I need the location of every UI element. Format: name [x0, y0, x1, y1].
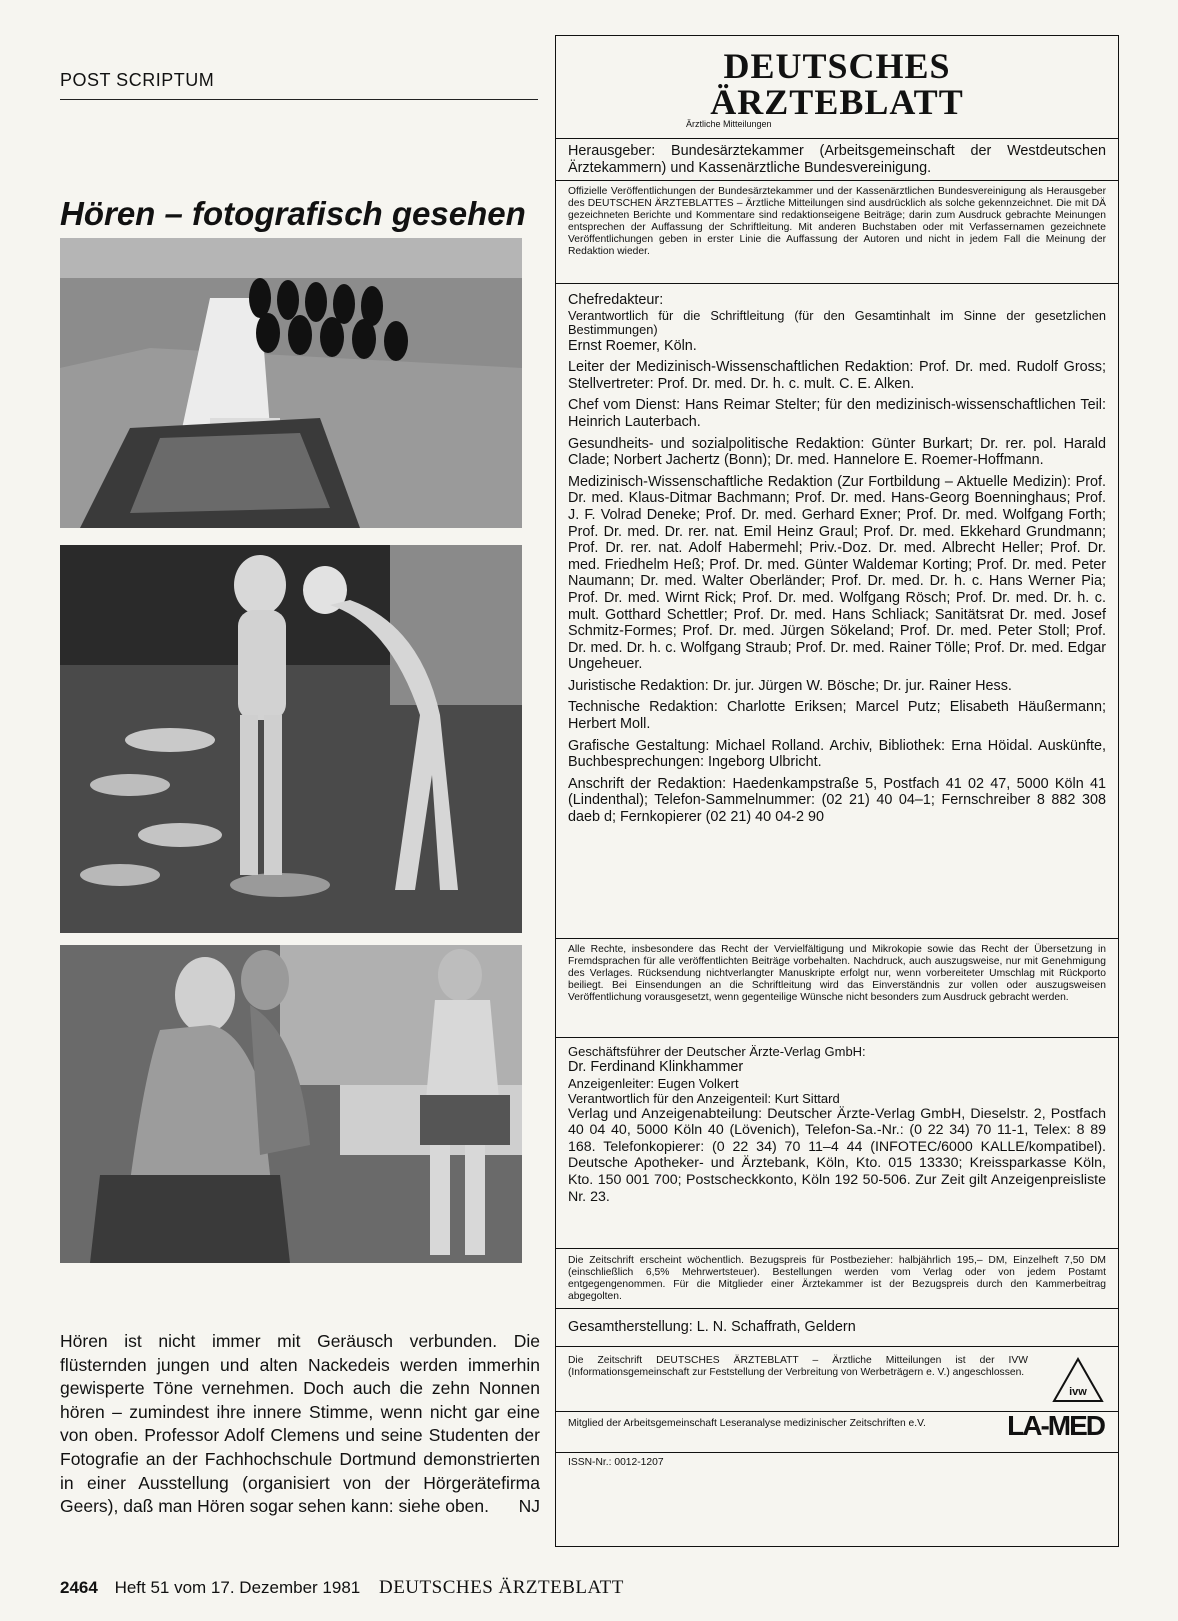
legal-editors: Juristische Redaktion: Dr. jur. Jürgen W. Bösche; Dr. jur. Rainer Hess.: [568, 677, 1012, 694]
photo-nuns: [60, 238, 522, 528]
subscription-text: Die Zeitschrift erscheint wöchentlich. Bezugspreis für Postbezieher: halbjährlich 195,– DM, Einzelheft 7,50 DM (einschließlich 6,5% Mehrwertsteuer). Bestellungen werden vom Verlag oder von jedem Postamt entgegengenommen. Für die Mitglieder einer Ärztekammer ist der Bezugspreis durch den Kammerbeitrag abgegolten.: [568, 1255, 1106, 1302]
publisher-block: [556, 139, 1118, 181]
footer-masthead: DEUTSCHES ÄRZTEBLATT: [378, 1577, 624, 1598]
caption-text: Hören ist nicht immer mit Geräusch verbunden. Die flüsternden jungen und alten Nackedeis werden immerhin gewisperte Töne vernehmen. Doch auch die zehn Nonnen hören – zumindest ihre innere Stimme, wenn nicht gar eine von oben. Professor Adolf Clemens und seine Studenten der Fotografie an der Fachhochschule Dortmund demonstrierten in einer Ausstellung (organisiert von der Hörgerätefirma Geers), daß man Hören sogar sehen kann: siehe oben.: [60, 1331, 540, 1517]
editor-in-chief-name: Ernst Roemer, Köln.: [568, 337, 697, 354]
publisher-management-block: [556, 1038, 1118, 1249]
medical-scientific-editors: Medizinisch-Wissenschaftliche Redaktion (Zur Fortbildung – Aktuelle Medizin): Prof. Dr. med. Klaus-Ditmar Bachmann; Prof. Dr. med. Hans-Georg Boenninghaus; Prof. J. F. Volrad Deneke; Prof. Dr. med. Gerhard Exner; Prof. Dr. med. Wolfgang Forth; Prof. Dr. med. Dr. rer. nat. Emil Heinz Graul; Prof. Dr. med. Ekkehard Grundmann; Prof. Dr. rer. nat. Adolf Habermehl; Priv.-Doz. Dr. med. Albrecht Heller; Prof. Dr. med. Friedhelm Heß; Prof. Dr. med. Günter Waldemar Korting; Prof. Dr. med. Peter Naumann; Dr. med. Walter Oberländer; Prof. Dr. med. Dr. h. c. Hans Werner Pia; Prof. Dr. med. Wirnt Rick; Prof. Dr. med. Wolfgang Rösch; Prof. Dr. med. Dr. h. c. mult. Gotthard Schettler; Prof. Dr. med. Hans Schliack; Sanitätsrat Dr. med. Josef Schmitz-Formes; Prof. Dr. med. Jürgen Sökeland; Prof. Dr. med. Peter Stoll; Prof. Dr. med. Dr. h. c. Wolfgang Straub; Prof. Dr. med. Rainer Tölle; Prof. Dr. med. Edgar Ungeheuer.: [568, 473, 1106, 673]
article-headline: Hören – fotografisch gesehen: [60, 195, 526, 232]
official-notice-text: Offizielle Veröffentlichungen der Bundesärztekammer und der Kassenärztlichen Bundesvereinigung als Herausgeber des DEUTSCHEN ÄRZTEBLATTES – Ärztliche Mitteilungen sind ausdrücklich als solche gekennzeichnet. Die mit DÄ gezeichneten Berichte und Kommentare sind redaktionseigene Beiträge; darin zum Ausdruck gebrachte Meinungen entsprechen der Auffassung der Schriftleitung. Mit anderen Buchstaben oder mit Verfassernamen gezeichnete Veröffentlichungen geben in erster Linie die Auffassung der Autoren und nicht in jedem Fall die Meinung der Redaktion wieder.: [568, 186, 1106, 257]
chief-of-service: Chef vom Dienst: Hans Reimar Stelter; für den medizinisch-wissenschaftlichen Teil: Heinrich Lauterbach.: [568, 397, 1106, 430]
subscription-block: [556, 1249, 1118, 1309]
lamed-logo: LA-MED: [1007, 1410, 1104, 1441]
page-footer: [60, 1577, 624, 1599]
editor-in-chief-desc: Verantwortlich für die Schriftleitung (für den Gesamtinhalt im Sinne der gesetzlichen Bestimmungen): [568, 307, 1106, 338]
masthead: [556, 36, 1118, 139]
ivw-logo-icon: [1052, 1357, 1104, 1403]
health-policy-editors: Gesundheits- und sozialpolitische Redaktion: Günter Burkart; Dr. rer. pol. Harald Clade; Norbert Jachertz (Bonn); Dr. med. Hannelore E. Roemer-Hoffmann.: [568, 435, 1106, 469]
ad-manager: Anzeigenleiter: Eugen Volkert: [568, 1075, 739, 1091]
ad-responsible: Verantwortlich für den Anzeigenteil: Kurt Sittard: [568, 1090, 840, 1106]
graphic-design: Grafische Gestaltung: Michael Rolland. Archiv, Bibliothek: Erna Höidal. Auskünfte, Buchbesprechungen: Ingeborg Ulbricht.: [568, 737, 1106, 771]
rights-block: [556, 939, 1118, 1038]
section-label: POST SCRIPTUM: [60, 70, 215, 90]
ivw-block: [556, 1347, 1118, 1412]
lamed-block: [556, 1412, 1118, 1453]
ivw-logo-label: ivw: [1069, 1386, 1087, 1398]
technical-editors: Technische Redaktion: Charlotte Eriksen; Marcel Putz; Elisabeth Häußermann; Herbert Moll.: [568, 699, 1106, 733]
editor-in-chief-label: Chefredakteur:: [568, 292, 664, 308]
lamed-membership-text: Mitglied der Arbeitsgemeinschaft Leseranalyse medizinischer Zeitschriften e.V.: [568, 1418, 926, 1429]
editorial-address: Anschrift der Redaktion: Haedenkampstraße 5, Postfach 41 02 47, 5000 Köln 41 (Lindenthal); Telefon-Sammelnummer: (02 21) 40 04–1; Fernschreiber 8 882 308 daeb d; Fernkopierer (02 21) 40 04-2 90: [568, 775, 1106, 826]
production-block: [556, 1309, 1118, 1347]
issue-info: Heft 51 vom 17. Dezember 1981: [114, 1578, 361, 1597]
scientific-lead: Leiter der Medizinisch-Wissenschaftlichen Redaktion: Prof. Dr. med. Rudolf Gross; Stellvertreter: Prof. Dr. med. Dr. h. c. mult. C. E. Alken.: [568, 359, 1106, 392]
masthead-title-line1: DEUTSCHES: [723, 46, 951, 86]
section-divider: [60, 99, 538, 100]
photo-caption: [60, 1330, 540, 1519]
publisher-address: Verlag und Anzeigenabteilung: Deutscher Ärzte-Verlag GmbH, Dieselstr. 2, Postfach 40 04 40, 5000 Köln 40 (Lövenich), Telefon-Sa.-Nr.: (0 22 34) 70 11-1, Telex: 8 89 168. Telefonkopierer: (0 22 34) 70 11–4 44 (INFOTEC/6000 KALLE/kompatibel). Deutsche Apotheker- und Ärztebank, Köln, Kto. 015 13330; Kreissparkasse Köln, Kto. 150 001 700; Postscheckkonto, Köln 192 50-506. Zur Zeit gilt Anzeigenpreisliste Nr. 23.: [568, 1105, 1106, 1205]
photo-children: [60, 545, 522, 933]
author-initials: NJ: [518, 1496, 540, 1517]
editorial-staff-block: [556, 284, 1118, 939]
impressum-box: [555, 35, 1119, 1547]
publisher-text: Herausgeber: Bundesärztekammer (Arbeitsgemeinschaft der Westdeutschen Ärztekammern) und Kassenärztliche Bundesvereinigung.: [568, 143, 1106, 176]
page-number: 2464: [60, 1578, 98, 1597]
official-notice-block: [556, 181, 1118, 284]
masthead-subtitle: Ärztliche Mitteilungen: [686, 119, 772, 129]
photo-old-men: [60, 945, 522, 1263]
ivw-text: Die Zeitschrift DEUTSCHES ÄRZTEBLATT – Ärztliche Mitteilungen ist der IVW (Informationsgemeinschaft zur Feststellung der Verbreitung von Werbeträgern e. V.) angeschlossen.: [568, 1355, 1028, 1378]
issn-number: ISSN-Nr.: 0012-1207: [568, 1457, 664, 1468]
production-text: Gesamtherstellung: L. N. Schaffrath, Geldern: [568, 1319, 856, 1335]
managing-director-name: Dr. Ferdinand Klinkhammer: [568, 1059, 744, 1075]
rights-text: Alle Rechte, insbesondere das Recht der Vervielfältigung und Mikrokopie sowie das Recht der Übersetzung in Fremdsprachen für alle veröffentlichten Beiträge vorbehalten. Nachdruck, auch auszugsweise, nur mit Genehmigung des Verlages. Rücksendung nichtverlangter Manuskripte erfolgt nur, wenn vorbereiteter Umschlag mit Rückporto beiliegt. Bei Einsendungen an die Schriftleitung wird das Einverständnis zur vollen oder auszugsweisen Veröffentlichung vorausgesetzt, wenn gegenteilige Wünsche nicht besonders zum Ausdruck gebracht werden.: [568, 944, 1106, 1003]
issn-block: [556, 1453, 1118, 1475]
masthead-title-line2: ÄRZTEBLATT: [710, 82, 964, 122]
managing-director-label: Geschäftsführer der Deutscher Ärzte-Verlag GmbH:: [568, 1044, 866, 1059]
